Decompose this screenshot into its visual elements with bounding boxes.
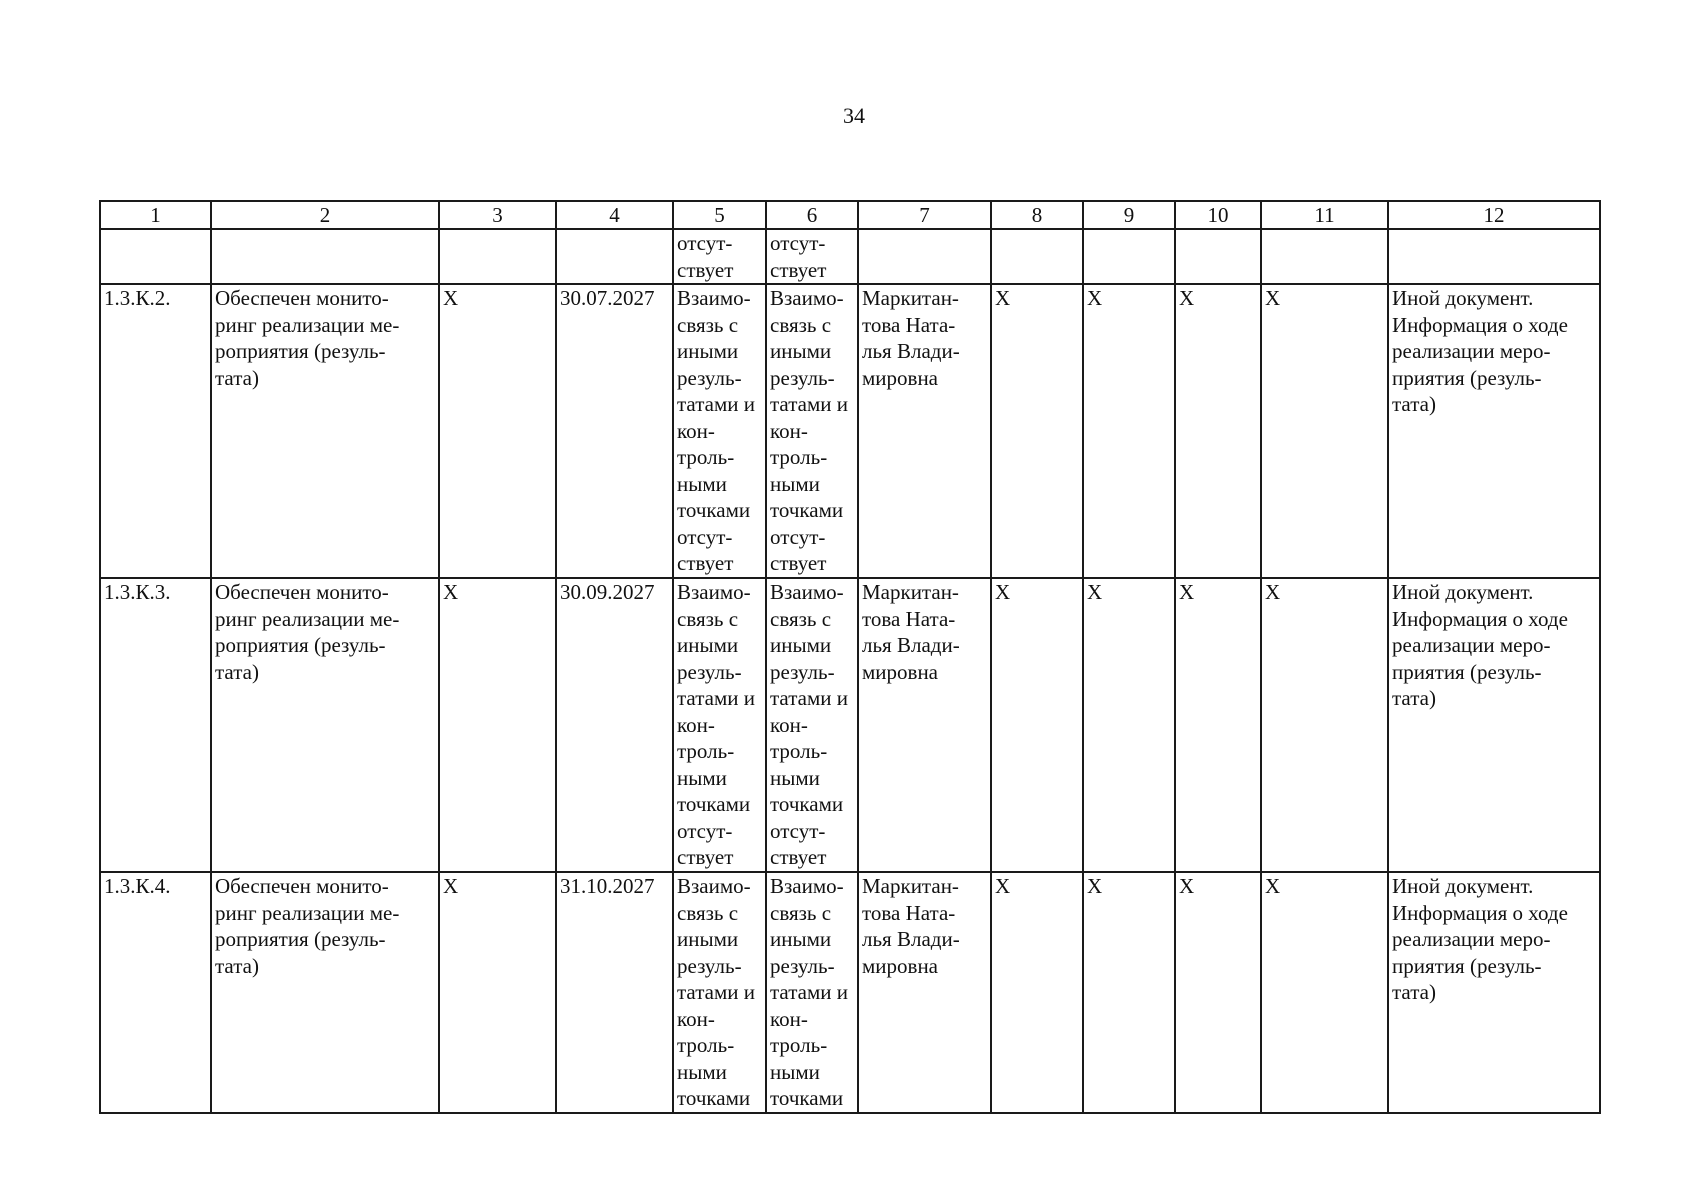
code-cell: 1.3.К.3. [100,578,211,872]
plan-table [99,200,1601,1114]
responsible-cell: Маркитан- това Ната- лья Влади- мировна [858,872,991,1113]
date-cell: 30.07.2027 [556,284,673,578]
column-header: 3 [439,201,556,229]
column-header: 9 [1083,201,1175,229]
description-cell: Обеспечен монито- ринг реализации ме- роприятия (резуль- тата) [211,872,439,1113]
relation-cell: Взаимо- связь с иными резуль- татами и кон- троль- ными точками отсут- ствует [673,284,766,578]
x-mark-cell: Х [1261,284,1388,578]
x-mark-cell: Х [991,578,1083,872]
table-cell-empty [1388,229,1600,284]
column-header: 8 [991,201,1083,229]
date-cell: 31.10.2027 [556,872,673,1113]
x-mark-cell: Х [1175,284,1261,578]
table-cell-empty [556,229,673,284]
relation-cell: отсут- ствует [766,229,858,284]
responsible-cell: Маркитан- това Ната- лья Влади- мировна [858,578,991,872]
column-header: 12 [1388,201,1600,229]
page-number: 34 [843,103,865,128]
table-cell-empty [211,229,439,284]
column-header: 11 [1261,201,1388,229]
table-header [100,201,1600,229]
document-cell: Иной документ. Информация о ходе реализации меро- приятия (резуль- тата) [1388,872,1600,1113]
x-mark-cell: Х [439,578,556,872]
document-cell: Иной документ. Информация о ходе реализации меро- приятия (резуль- тата) [1388,578,1600,872]
code-cell: 1.3.К.2. [100,284,211,578]
column-header: 1 [100,201,211,229]
table-cell-empty [1083,229,1175,284]
relation-cell: Взаимо- связь с иными резуль- татами и кон- троль- ными точками отсут- ствует [673,578,766,872]
table-cell-empty [100,229,211,284]
column-header: 5 [673,201,766,229]
table-cell-empty [991,229,1083,284]
description-cell: Обеспечен монито- ринг реализации ме- роприятия (резуль- тата) [211,578,439,872]
x-mark-cell: Х [1083,872,1175,1113]
relation-cell: Взаимо- связь с иными резуль- татами и кон- троль- ными точками [673,872,766,1113]
relation-cell: Взаимо- связь с иными резуль- татами и кон- троль- ными точками [766,872,858,1113]
x-mark-cell: Х [991,284,1083,578]
table-row [100,578,1600,872]
table-cell-empty [439,229,556,284]
column-header: 7 [858,201,991,229]
responsible-cell: Маркитан- това Ната- лья Влади- мировна [858,284,991,578]
column-header: 4 [556,201,673,229]
table-row-continuation [100,229,1600,284]
relation-cell: Взаимо- связь с иными резуль- татами и кон- троль- ными точками отсут- ствует [766,578,858,872]
column-header: 2 [211,201,439,229]
table-row [100,872,1600,1113]
table-cell-empty [1261,229,1388,284]
column-header: 10 [1175,201,1261,229]
table-body [100,229,1600,1113]
x-mark-cell: Х [1261,578,1388,872]
date-cell: 30.09.2027 [556,578,673,872]
x-mark-cell: Х [1083,578,1175,872]
x-mark-cell: Х [1175,578,1261,872]
table-row [100,284,1600,578]
x-mark-cell: Х [439,872,556,1113]
relation-cell: Взаимо- связь с иными резуль- татами и кон- троль- ными точками отсут- ствует [766,284,858,578]
x-mark-cell: Х [1083,284,1175,578]
table-cell-empty [858,229,991,284]
relation-cell: отсут- ствует [673,229,766,284]
document-cell: Иной документ. Информация о ходе реализации меро- приятия (резуль- тата) [1388,284,1600,578]
table-cell-empty [1175,229,1261,284]
code-cell: 1.3.К.4. [100,872,211,1113]
column-number-row [100,201,1600,229]
x-mark-cell: Х [439,284,556,578]
column-header: 6 [766,201,858,229]
x-mark-cell: Х [1175,872,1261,1113]
x-mark-cell: Х [991,872,1083,1113]
description-cell: Обеспечен монито- ринг реализации ме- роприятия (резуль- тата) [211,284,439,578]
x-mark-cell: Х [1261,872,1388,1113]
